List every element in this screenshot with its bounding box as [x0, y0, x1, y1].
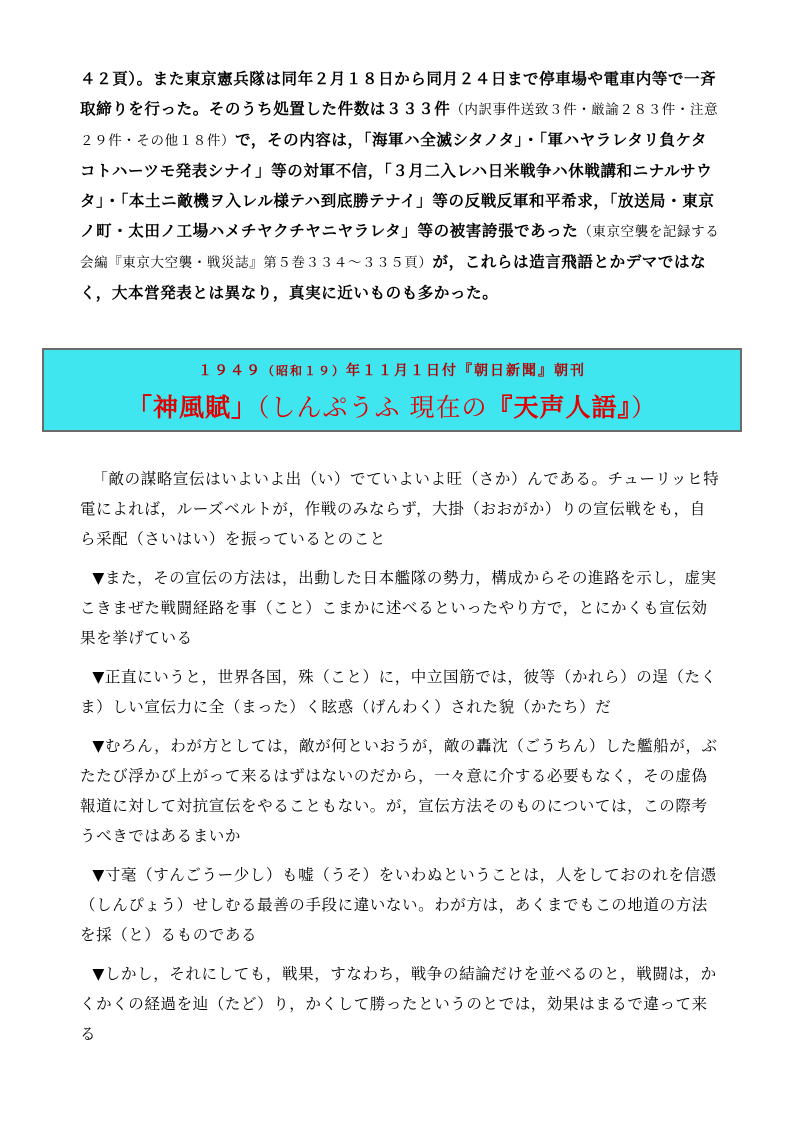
intro-text-2: で，その内容は，「海軍ハ全滅シタノタ」・「軍ハヤラレタリ負ケタコトハーツモ発表シナイ」等の対軍不信，「３月二入レハ日米戦争ハ休戦講和ニナルサウタ」・「本土ニ敵機ヲ入レル様テハ到底勝テナイ」等の反戦反軍和平希求，「放送局・東京ノ町・太田ノ工場ハメチヤクチヤニヤラレタ」等の被害誇張であった: [80, 130, 715, 240]
body-paragraph: ▼正直にいうと，世界各国，殊（こと）に，中立国筋では，彼等（かれら）の逞（たくま）しい宣伝力に全（まった）く眩惑（げんわく）された貌（かたち）だ: [80, 668, 717, 716]
source-date: 年１１月１日付『朝日新聞』朝刊: [346, 363, 586, 379]
body-paragraph: ▼また，その宣伝の方法は，出動した日本艦隊の勢力，構成からその進路を示し，虚実こきまぜた戦闘経路を事（こと）こまかに述べるといったやり方で，とにかくも宣伝効果を挙げている: [80, 569, 717, 647]
intro-text-1: ４２頁）。また東京憲兵隊は同年２月１８日から同月２４日まで停車場や電車内等で一斉取締りを行った。そのうち処置した件数は３３３件: [80, 69, 717, 118]
body-paragraph: ▼むろん，わが方としては，敵が何といおうが，敵の轟沈（ごうちん）した艦船が，ぶたたび浮かび上がって来るはずはないのだから，一々意に介する必要もなく，その虚偽報道に対して対抗宣伝をやることもない。が，宣伝方法そのものについては，この際考うべきではあるまいか: [80, 737, 718, 845]
title-main: 「神風賦」: [127, 393, 258, 422]
intro-breakdown-note: （内訳事件送致３件・厳諭２８３件・注意２９件・その他１８件）: [80, 102, 719, 149]
article-source-line: [44, 360, 740, 380]
intro-paragraph: [80, 64, 720, 308]
title-book: 『天声人語』: [487, 393, 631, 422]
intro-text-3: が，これらは造言飛語とかデマではなく，大本営発表とは異なり，真実に近いものも多かった。: [80, 252, 707, 302]
body-paragraph: ▼寸毫（すんごうー少し）も嘘（うそ）をいわぬということは，人をしておのれを信憑（しんぴょう）せしむる最善の手段に違いない。わが方は，あくまでもこの地道の方法を採（と）るものである: [80, 866, 717, 944]
title-paren: （しんぷうふ 現在の: [257, 393, 488, 422]
intro-citation: （東京空襲を記録する会編『東京大空襲・戦災誌』第５巻３３４～３３５頁）: [80, 224, 720, 271]
article-title: [44, 388, 740, 424]
source-era: （昭和１９）: [261, 364, 346, 378]
article-body: [80, 464, 720, 1058]
body-paragraph: 「敵の謀略宣伝はいよいよ出（い）でていよいよ旺（さか）んである。チューリッヒ特電によれば，ルーズベルトが，作戦のみならず，大掛（おおがか）りの宣伝戦をも，自ら采配（さいはい）を振っているとのこと: [80, 470, 720, 548]
title-close: ）: [630, 393, 657, 422]
article-header-banner: [42, 348, 742, 432]
body-paragraph: ▼しかし，それにしても，戦果，すなわち，戦争の結論だけを並べるのと，戦闘は，かくかくの経過を辿（たど）り，かくして勝ったというのとでは，効果はまるで違って来る: [80, 965, 717, 1043]
source-year: １９４９: [197, 363, 262, 379]
